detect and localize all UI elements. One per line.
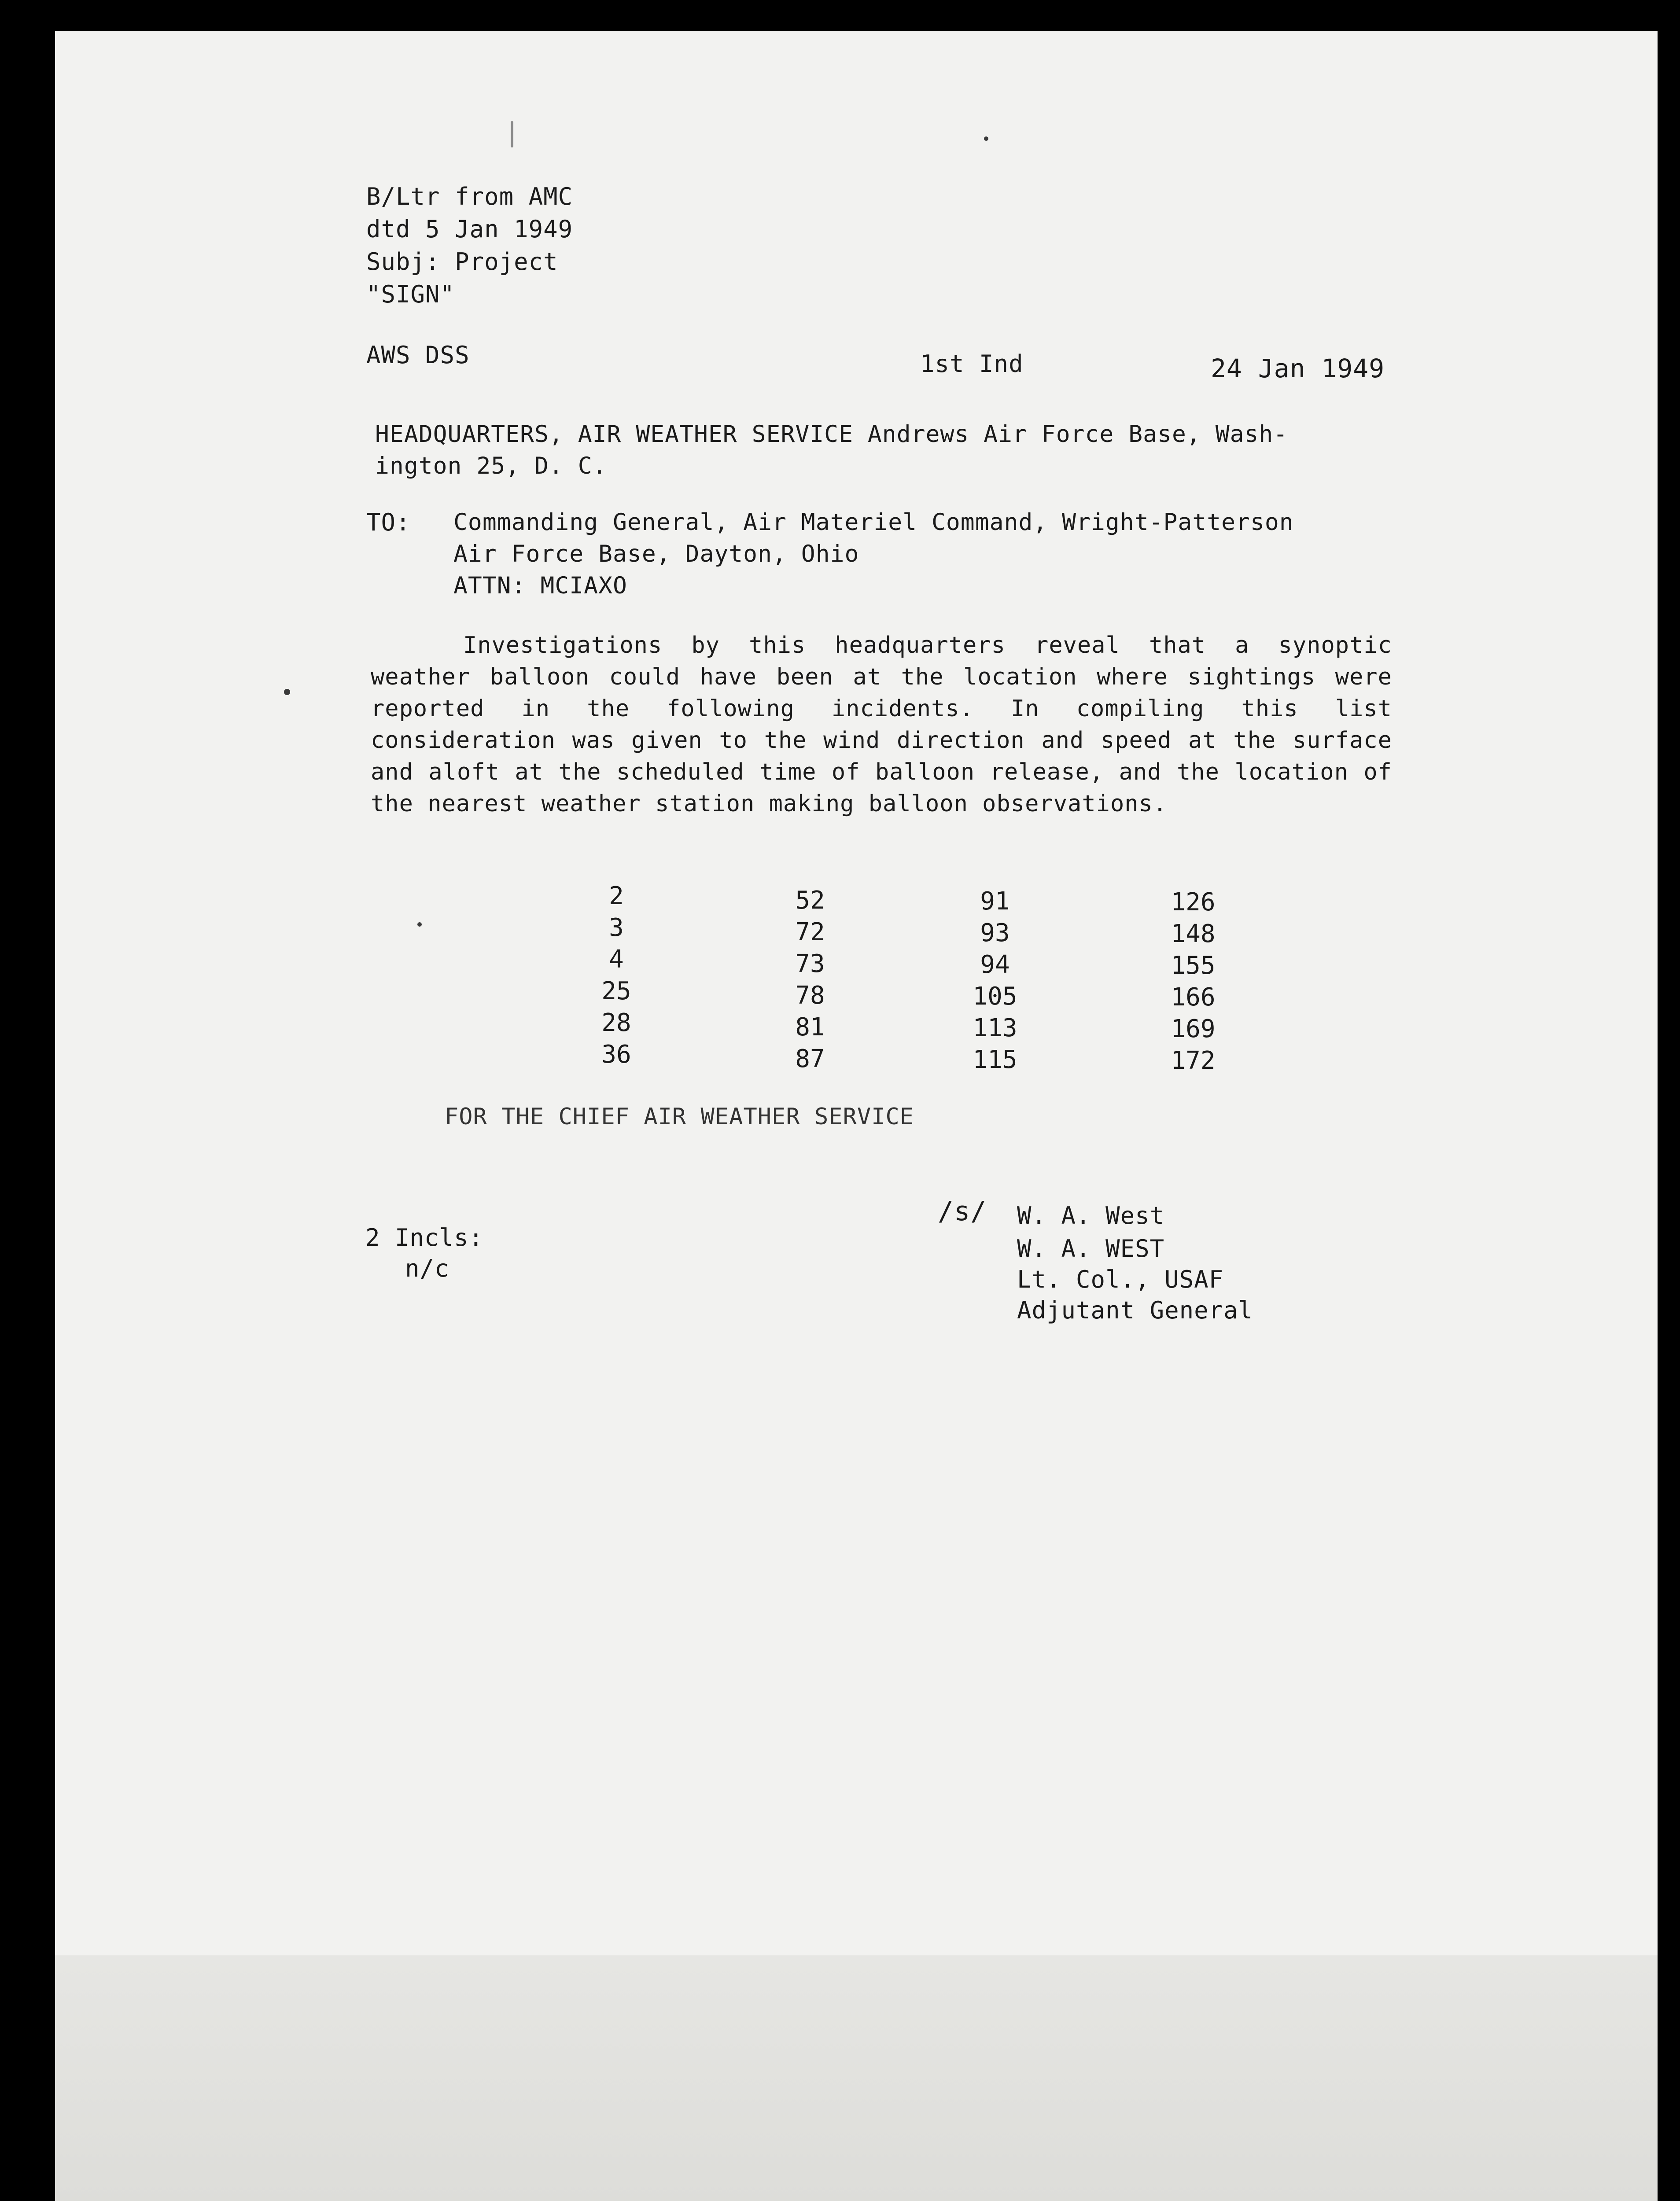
- signer-rank: Lt. Col., USAF: [1017, 1266, 1224, 1293]
- incident-number: 113: [973, 1014, 1017, 1042]
- incident-number: 2: [609, 882, 624, 910]
- to-line-2: Air Force Base, Dayton, Ohio: [453, 541, 859, 567]
- reference-line-1: B/Ltr from AMC: [366, 183, 573, 210]
- page-bottom-margin: [55, 1955, 1658, 2201]
- incident-number: 73: [795, 950, 825, 978]
- enclosures-line-1: 2 Incls:: [365, 1224, 484, 1251]
- incident-number: 36: [601, 1040, 631, 1069]
- incident-number: 169: [1171, 1015, 1216, 1043]
- for-the-chief-line: FOR THE CHIEF AIR WEATHER SERVICE: [445, 1104, 914, 1130]
- to-line-1: Commanding General, Air Materiel Command, Wright-Patterson: [453, 509, 1294, 536]
- incident-number: 155: [1171, 951, 1216, 980]
- incident-number: 87: [795, 1045, 825, 1073]
- incident-number: 3: [609, 913, 624, 942]
- scan-speck: [284, 689, 290, 695]
- reference-line-4: "SIGN": [366, 280, 455, 308]
- routing-office: AWS DSS: [366, 341, 470, 369]
- incident-number: 115: [973, 1045, 1017, 1074]
- incident-number: 25: [601, 977, 631, 1005]
- body-paragraph: Investigations by this headquarters reveal that a synoptic weather balloon could have been at the location where sightings were reported in the following incidents. In compiling this list consideration was given to the wind direction and speed at the surface and aloft at the scheduled time of balloon release, and the location of the nearest weather station making balloon observations.: [371, 632, 1392, 817]
- signature-mark: /s/: [938, 1196, 987, 1227]
- signer-title: Adjutant General: [1017, 1296, 1253, 1324]
- incident-number: 148: [1171, 920, 1216, 948]
- incident-number: 126: [1171, 888, 1216, 916]
- reference-line-2: dtd 5 Jan 1949: [366, 215, 573, 243]
- from-line-2: ington 25, D. C.: [375, 453, 607, 479]
- incident-number: 172: [1171, 1046, 1216, 1075]
- to-label: TO:: [366, 508, 411, 536]
- incident-number: 78: [795, 981, 825, 1010]
- incident-number: 93: [980, 919, 1010, 947]
- incident-number: 91: [980, 887, 1010, 916]
- signed-name: W. A. West: [1017, 1202, 1165, 1229]
- to-attn: ATTN: MCIAXO: [453, 572, 627, 599]
- incident-number: 94: [980, 950, 1010, 979]
- from-line-1: HEADQUARTERS, AIR WEATHER SERVICE Andrews Air Force Base, Wash-: [375, 421, 1288, 448]
- indorsement-label: 1st Ind: [920, 350, 1024, 378]
- incident-number: 72: [795, 918, 825, 946]
- typed-name: W. A. WEST: [1017, 1235, 1165, 1262]
- incident-number: 52: [795, 886, 825, 915]
- incident-number: 81: [795, 1013, 825, 1042]
- scan-speck: [417, 922, 422, 927]
- incident-number: 166: [1171, 983, 1216, 1012]
- scan-speck: [984, 136, 988, 141]
- incident-number: 105: [973, 982, 1017, 1011]
- enclosures-line-2: n/c: [405, 1255, 449, 1282]
- scan-speck: [511, 121, 513, 147]
- incident-number: 4: [609, 945, 624, 974]
- indorsement-date: 24 Jan 1949: [1211, 353, 1385, 383]
- reference-line-3: Subj: Project: [366, 248, 558, 276]
- incident-number: 28: [601, 1008, 631, 1037]
